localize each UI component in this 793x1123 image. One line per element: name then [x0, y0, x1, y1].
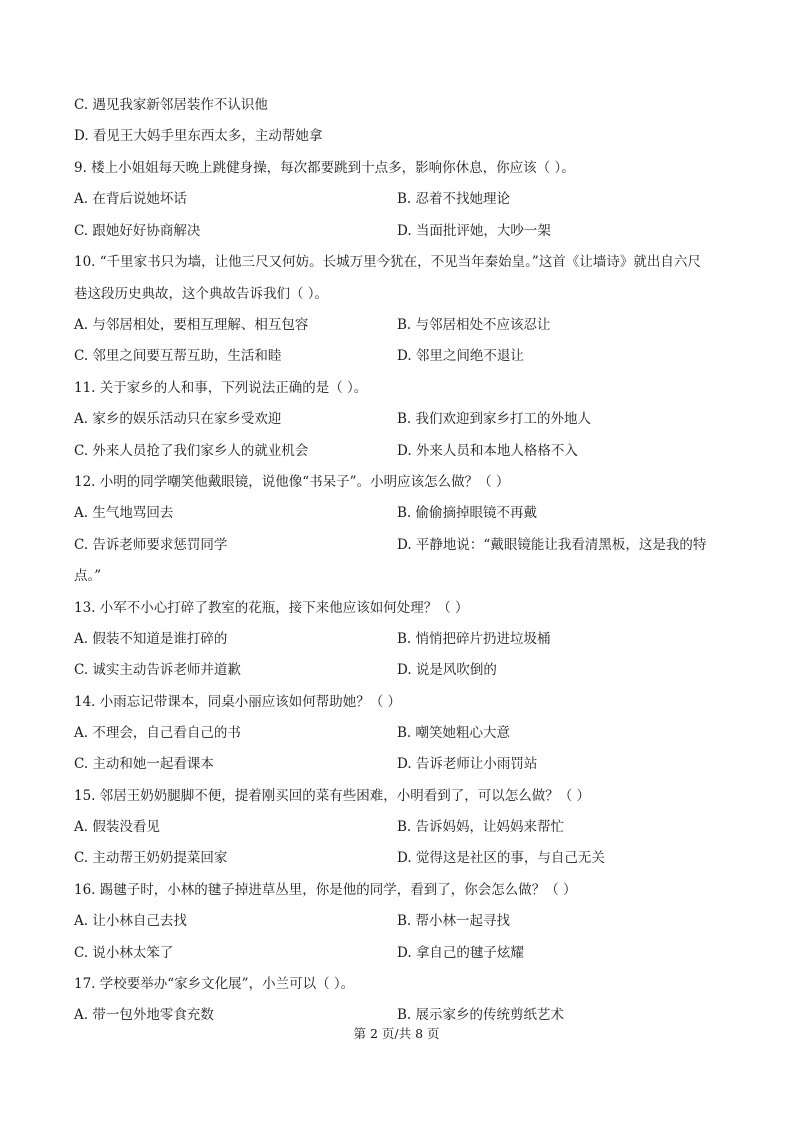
text-line: A. 与邻居相处，要相互理解、相互包容 — [74, 317, 309, 333]
option-right: B. 展示家乡的传统剪纸艺术 — [397, 1007, 565, 1023]
text-line: C. 诚实主动告诉老师并道歉 — [74, 662, 241, 678]
text-line: A. 在背后说她坏话 — [74, 191, 187, 207]
option-right: D. 告诉老师让小雨罚站 — [397, 756, 538, 772]
text-line: A. 假装不知道是谁打碎的 — [74, 631, 228, 647]
option-right: D. 觉得这是社区的事，与自己无关 — [397, 850, 605, 866]
text-line: 15. 邻居王奶奶腿脚不便，提着刚买回的菜有些困难，小明看到了，可以怎么做？（ ） — [74, 788, 591, 804]
option-right: B. 帮小林一起寻找 — [397, 913, 511, 929]
text-line: C. 外来人员抢了我们家乡人的就业机会 — [74, 443, 309, 459]
text-line: C. 告诉老师要求惩罚同学 — [74, 537, 228, 553]
option-right: B. 与邻居相处不应该忍让 — [397, 317, 551, 333]
text-line: 10. “千里家书只为墙，让他三尺又何妨。长城万里今犹在，不见当年秦始皇。”这首《让墙诗》就出自六尺 — [74, 254, 701, 270]
text-line: 16. 踢毽子时，小林的毽子掉进草丛里，你是他的同学，看到了，你会怎么做？（ ） — [74, 882, 577, 898]
page-footer: 第 2 页/共 8 页 — [353, 1026, 440, 1041]
option-right: D. 当面批评她，大吵一架 — [397, 223, 551, 239]
text-line: 9. 楼上小姐姐每天晚上跳健身操，每次都要跳到十点多，影响你休息，你应该（ ）。 — [74, 160, 575, 176]
text-line: C. 遇见我家新邻居装作不认识他 — [74, 97, 268, 113]
option-right: B. 悄悄把碎片扔进垃圾桶 — [397, 631, 551, 647]
option-right: B. 告诉妈妈，让妈妈来帮忙 — [397, 819, 565, 835]
option-right: D. 邻里之间绝不退让 — [397, 348, 524, 364]
text-line: C. 跟她好好协商解决 — [74, 223, 201, 239]
text-line: C. 邻里之间要互帮互助，生活和睦 — [74, 348, 282, 364]
text-line: 12. 小明的同学嘲笑他戴眼镜，说他像“书呆子”。小明应该怎么做？（ ） — [74, 474, 510, 490]
text-line: A. 生气地骂回去 — [74, 505, 174, 521]
option-right: B. 忍着不找她理论 — [397, 191, 511, 207]
option-right: D. 外来人员和本地人格格不入 — [397, 443, 578, 459]
text-line: 巷这段历史典故，这个典故告诉我们（ ）。 — [74, 286, 329, 302]
text-line: C. 主动帮王奶奶提菜回家 — [74, 850, 228, 866]
text-line: A. 不理会，自己看自己的书 — [74, 725, 241, 741]
text-line: C. 说小林太笨了 — [74, 945, 174, 961]
option-right: B. 偷偷摘掉眼镜不再戴 — [397, 505, 538, 521]
text-line: A. 家乡的娱乐活动只在家乡受欢迎 — [74, 411, 282, 427]
text-line: A. 让小林自己去找 — [74, 913, 187, 929]
option-right: D. 说是风吹倒的 — [397, 662, 497, 678]
text-line: C. 主动和她一起看课本 — [74, 756, 214, 772]
option-right: D. 拿自己的毽子炫耀 — [397, 945, 524, 961]
text-line: 11. 关于家乡的人和事，下列说法正确的是（ ）。 — [74, 380, 368, 396]
option-right: B. 嘲笑她粗心大意 — [397, 725, 511, 741]
text-line: 14. 小雨忘记带课本，同桌小丽应该如何帮助她？（ ） — [74, 694, 402, 710]
text-line: A. 假装没看见 — [74, 819, 160, 835]
text-line: 17. 学校要举办“家乡文化展”，小兰可以（ ）。 — [74, 976, 355, 992]
text-line: A. 带一包外地零食充数 — [74, 1007, 214, 1023]
text-line: 13. 小军不小心打碎了教室的花瓶，接下来他应该如何处理？（ ） — [74, 600, 469, 616]
text-line: D. 看见王大妈手里东西太多，主动帮她拿 — [74, 128, 323, 144]
option-right: B. 我们欢迎到家乡打工的外地人 — [397, 411, 592, 427]
option-right: D. 平静地说：“戴眼镜能让我看清黑板，这是我的特 — [397, 537, 707, 553]
text-line: 点。” — [74, 568, 102, 584]
